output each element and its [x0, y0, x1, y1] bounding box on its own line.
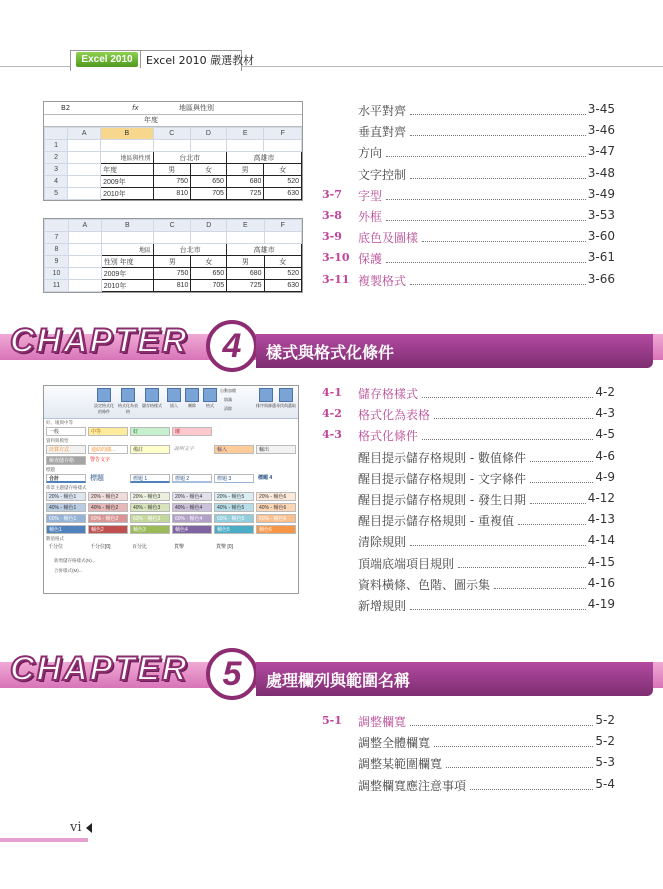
column-header: F — [264, 128, 302, 140]
toc-dot-leader — [530, 482, 593, 483]
sheet-cell: 680 — [227, 268, 264, 280]
toc-dot-leader — [422, 439, 593, 440]
sheet-cell: 男 — [227, 256, 264, 268]
toc-page-number: 4-14 — [587, 533, 615, 548]
sheet-cell: 高雄市 — [226, 152, 301, 164]
sheet-cell — [191, 232, 227, 244]
table-row — [45, 188, 302, 200]
sheet-cell — [68, 244, 101, 256]
ribbon-icon — [185, 388, 199, 402]
toc-page-number: 5-2 — [595, 734, 615, 749]
ribbon-icon — [259, 388, 273, 402]
toc-section-number: 4-1 — [322, 386, 342, 399]
sheet-cell: 705 — [191, 280, 227, 292]
toc-entry-title[interactable]: 格式化條件 — [358, 429, 419, 444]
sheet-cell — [68, 140, 101, 152]
toc-entry-title[interactable]: 醒目提示儲存格規則 - 數值條件 — [358, 450, 526, 465]
toc-entry-title[interactable]: 格式化為表格 — [358, 408, 431, 423]
gallery-section-label: 數值格式 — [46, 536, 64, 541]
style-swatch[interactable]: 一般 — [46, 427, 86, 436]
toc-entry-title[interactable]: 複製格式 — [358, 273, 407, 288]
ribbon-button-label: 自動加總 — [220, 388, 236, 393]
toc-page-number: 5-4 — [595, 776, 615, 791]
sheet-cell — [68, 176, 101, 188]
style-swatch[interactable]: 備註 — [130, 445, 170, 454]
header-separator — [140, 50, 141, 68]
sheet-cell: 2010年 — [101, 280, 153, 292]
toc-dot-leader — [410, 114, 586, 115]
table-row — [45, 140, 302, 152]
ribbon-button[interactable] — [142, 388, 162, 416]
sheet-cell: 810 — [153, 188, 191, 200]
toc-dot-leader — [410, 609, 586, 610]
toc-page-number: 4-3 — [595, 406, 615, 421]
toc-dot-leader — [530, 503, 586, 504]
style-swatch[interactable]: 標題 2 — [172, 474, 212, 483]
style-swatch[interactable]: 標題 3 — [214, 474, 254, 483]
ribbon-button[interactable] — [224, 397, 254, 405]
toc-dot-leader — [410, 725, 593, 726]
ribbon-button[interactable] — [94, 388, 114, 416]
style-swatch[interactable]: 壞 — [172, 427, 212, 436]
chapter5-title: 處理欄列與範圍名稱 — [266, 671, 411, 690]
style-swatch[interactable]: 標題 4 — [258, 475, 273, 481]
row-header: 3 — [45, 164, 68, 176]
toc-page-number: 4-19 — [587, 597, 615, 611]
toc-entry-title[interactable]: 資料橫條、色階、圖示集 — [358, 577, 491, 592]
toc-section-number: 4-3 — [322, 428, 342, 442]
toc-entry-title[interactable]: 醒目提示儲存格規則 - 發生日期 — [358, 493, 526, 507]
style-swatch[interactable]: 20% - 輔色3 — [130, 492, 170, 501]
style-swatch[interactable]: 說明文字 — [174, 446, 195, 452]
toc-entry-title[interactable]: 垂直對齊 — [358, 125, 407, 140]
sheet-cell: 520 — [264, 268, 301, 280]
toc-entry-title[interactable]: 調整欄寬 — [358, 715, 407, 729]
toc-entry-title[interactable]: 底色及圖樣 — [358, 231, 419, 246]
sheet-cell: 女 — [264, 256, 301, 268]
sheet-grid-2 — [44, 219, 302, 292]
toc-page-number: 3-49 — [587, 186, 615, 201]
chapter4-number-badge — [206, 320, 258, 372]
sheet-cell: 2010年 — [101, 188, 153, 200]
style-swatch[interactable]: 輸出 — [256, 445, 296, 454]
toc-dot-leader — [422, 397, 593, 398]
sheet-cell: 705 — [191, 188, 227, 200]
toc-page-number: 3-53 — [587, 208, 615, 222]
toc-page-number: 3-46 — [587, 123, 615, 138]
toc-dot-leader — [386, 262, 586, 263]
fx-icon: fx — [132, 104, 139, 112]
toc-page-number: 4-2 — [595, 385, 615, 399]
sheet-cell: 高雄市 — [227, 244, 302, 256]
toc-entry-title[interactable]: 頂端底端項目規則 — [358, 556, 455, 571]
style-swatch[interactable]: 60% - 輔色3 — [130, 514, 170, 523]
ribbon-button-label: 尋找與選取 — [276, 403, 296, 408]
chapter5-word: CHAPTER — [10, 650, 189, 688]
style-swatch[interactable]: 千分位 — [48, 544, 64, 550]
ribbon-icon — [279, 388, 293, 402]
toc-dot-leader — [422, 241, 586, 242]
chapter4-word: CHAPTER — [10, 322, 189, 360]
style-swatch[interactable]: 40% - 輔色2 — [88, 503, 128, 512]
page-marker-icon — [86, 823, 92, 833]
toc-section-number: 5-1 — [322, 714, 342, 727]
table-row — [45, 152, 302, 164]
sheet-cell: 750 — [154, 268, 191, 280]
ribbon-button-label: 插入 — [170, 403, 178, 408]
style-swatch[interactable]: 標題 — [90, 475, 104, 482]
table-row — [45, 280, 302, 292]
row-header: 2 — [45, 152, 68, 164]
sheet-cell: 男 — [153, 164, 191, 176]
cell-styles-gallery-figure — [43, 385, 299, 594]
ribbon — [44, 386, 298, 419]
toc-page-number: 5-2 — [595, 713, 615, 727]
ribbon-button[interactable] — [118, 388, 138, 416]
style-swatch[interactable]: 貨幣 [0] — [216, 544, 233, 550]
sheet-cell — [227, 232, 264, 244]
toc-entry-title[interactable]: 字型 — [358, 188, 383, 203]
sheet-cell: 地區 — [101, 244, 153, 256]
style-swatch[interactable]: 中等 — [88, 427, 128, 436]
sheet-cell: 650 — [191, 268, 227, 280]
sheet-cell: 750 — [153, 176, 191, 188]
toc-page-number: 3-61 — [587, 250, 615, 265]
style-swatch[interactable]: 檢查儲存格 — [46, 456, 86, 465]
row-header: 11 — [45, 280, 69, 292]
row-header: 9 — [45, 256, 69, 268]
footer-bar — [0, 838, 88, 842]
ribbon-button[interactable] — [276, 388, 296, 416]
sheet-cell: 810 — [154, 280, 191, 292]
style-swatch[interactable]: 60% - 輔色1 — [46, 514, 86, 523]
style-swatch[interactable]: 40% - 輔色6 — [256, 503, 296, 512]
style-swatch[interactable]: 好 — [130, 427, 170, 436]
toc-entry-title[interactable]: 保護 — [358, 252, 383, 267]
row-header: 8 — [45, 244, 69, 256]
sheet-cell: 男 — [154, 256, 191, 268]
style-swatch[interactable]: 百分比 — [132, 544, 148, 550]
style-swatch[interactable]: 警告文字 — [90, 457, 111, 463]
chapter4-number: 4 — [222, 327, 242, 365]
sheet-cell — [68, 232, 101, 244]
toc-entry-title[interactable]: 清除規則 — [358, 535, 407, 550]
toc-page-number: 4-15 — [587, 554, 615, 569]
column-header: B — [101, 220, 153, 232]
ribbon-button[interactable] — [164, 388, 184, 416]
sheet-cell — [264, 232, 301, 244]
chapter5-number: 5 — [222, 655, 242, 693]
sheet-cell: 630 — [264, 280, 301, 292]
table-row — [45, 244, 302, 256]
gallery-menu-item[interactable]: 合併樣式(M)... — [54, 568, 83, 573]
sheet-cell — [154, 232, 191, 244]
sheet-cell: 女 — [191, 164, 227, 176]
style-swatch[interactable]: 輔色1 — [46, 525, 86, 534]
ribbon-button-label: 填滿 — [224, 397, 232, 402]
toc-entry-title[interactable]: 方向 — [358, 146, 383, 161]
spreadsheet-figure-2 — [43, 218, 303, 293]
toc-section-number: 3-8 — [322, 209, 342, 222]
toc-dot-leader — [386, 156, 586, 157]
toc-entry-title[interactable]: 外框 — [358, 210, 383, 224]
style-swatch[interactable]: 20% - 輔色1 — [46, 492, 86, 501]
sheet-cell — [153, 140, 191, 152]
sheet-cell: 男 — [226, 164, 264, 176]
toc-page-number: 4-5 — [595, 427, 615, 442]
toc-entry-title[interactable]: 醒目提示儲存格規則 - 文字條件 — [358, 471, 526, 486]
column-header: D — [191, 220, 227, 232]
toc-entry-title[interactable]: 文字控制 — [358, 167, 407, 182]
style-swatch[interactable]: 20% - 輔色5 — [214, 492, 254, 501]
style-swatch[interactable]: 20% - 輔色6 — [256, 492, 296, 501]
toc-entry-title[interactable]: 新增規則 — [358, 599, 407, 613]
sheet-cell: 2009年 — [101, 176, 153, 188]
ribbon-icon — [97, 388, 111, 402]
toc-page-number: 3-45 — [587, 102, 615, 116]
style-swatch[interactable]: 千分位[0] — [90, 544, 111, 550]
toc-entry-title[interactable]: 調整欄寬應注意事項 — [358, 778, 467, 793]
toc-dot-leader — [434, 418, 593, 419]
style-swatch[interactable]: 輔色5 — [214, 525, 254, 534]
spreadsheet-figure-1 — [43, 101, 303, 201]
gallery-section-label: 好、壞與中等 — [46, 420, 73, 425]
style-swatch[interactable]: 20% - 輔色4 — [172, 492, 212, 501]
style-swatch[interactable]: 60% - 輔色4 — [172, 514, 212, 523]
toc-page-number: 4-16 — [587, 575, 615, 590]
toc-section-number: 3-10 — [322, 251, 350, 265]
style-swatch[interactable]: 輔色3 — [130, 525, 170, 534]
ribbon-button[interactable] — [224, 406, 254, 414]
toc-dot-leader — [494, 588, 586, 589]
toc-entry-title[interactable]: 調整某範圍欄寬 — [358, 757, 443, 772]
toc-section-number: 3-11 — [322, 272, 350, 286]
sheet-cell: 台北市 — [154, 244, 227, 256]
table-row — [45, 164, 302, 176]
ribbon-button-label: 格式 — [206, 403, 214, 408]
sheet-cell: 725 — [226, 188, 264, 200]
toc-section-number: 3-7 — [322, 187, 342, 201]
toc-page-number: 4-9 — [595, 469, 615, 484]
column-header: C — [154, 220, 191, 232]
toc-entry-title[interactable]: 調整全體欄寬 — [358, 736, 431, 751]
name-box: B2 — [61, 104, 71, 112]
toc-dot-leader — [518, 524, 586, 525]
sheet-cell — [101, 232, 153, 244]
style-swatch[interactable]: 連結的儲... — [88, 445, 128, 454]
sheet-cell — [68, 164, 101, 176]
gallery-section-label: 標題 — [46, 467, 55, 472]
row-header: 4 — [45, 176, 68, 188]
sheet-cell — [264, 140, 302, 152]
toc-page-number: 4-12 — [587, 491, 615, 505]
style-swatch[interactable]: 合計 — [46, 474, 86, 483]
toc-section-number: 4-2 — [322, 407, 342, 421]
formula-text: 地區與性別 — [179, 104, 214, 112]
toc-dot-leader — [458, 567, 586, 568]
style-swatch[interactable]: 標題 1 — [130, 474, 170, 483]
page-number: vi — [70, 820, 82, 835]
chapter5-number-badge — [206, 648, 258, 700]
sheet-cell — [68, 280, 101, 292]
sheet-cell — [101, 140, 153, 152]
ribbon-button[interactable] — [220, 388, 250, 396]
table-row — [45, 176, 302, 188]
toc-section-number: 3-9 — [322, 230, 342, 244]
formula-bar — [44, 102, 302, 115]
style-swatch[interactable]: 貨幣 — [174, 544, 185, 550]
style-swatch[interactable]: 輔色4 — [172, 525, 212, 534]
toc-dot-leader — [530, 461, 593, 462]
style-swatch[interactable]: 40% - 輔色5 — [214, 503, 254, 512]
column-header: B — [101, 128, 153, 140]
style-swatch[interactable]: 40% - 輔色4 — [172, 503, 212, 512]
sheet-cell: 680 — [226, 176, 264, 188]
column-header: F — [264, 220, 301, 232]
toc-page-number: 3-60 — [587, 229, 615, 244]
ribbon-icon — [145, 388, 159, 402]
sheet-cell: 性別 年度 — [101, 256, 153, 268]
table-row — [45, 268, 302, 280]
header-title: Excel 2010 嚴選教材 — [146, 54, 255, 67]
gallery-menu-item[interactable]: 新增儲存格樣式(N)... — [54, 558, 96, 563]
ribbon-button-label: 設定格式化的條件 — [94, 403, 114, 414]
sheet-cell — [68, 268, 101, 280]
row-header: 10 — [45, 268, 69, 280]
sheet-cell: 650 — [191, 176, 227, 188]
style-swatch[interactable]: 輔色2 — [88, 525, 128, 534]
ribbon-icon — [167, 388, 181, 402]
toc-page-number: 5-3 — [595, 755, 615, 770]
sheet-cell: 520 — [264, 176, 302, 188]
sheet-grid-1 — [44, 127, 302, 200]
toc-entry-title[interactable]: 水平對齊 — [358, 104, 407, 118]
sheet-cell: 地區與性別 — [101, 152, 153, 164]
style-swatch[interactable]: 60% - 輔色5 — [214, 514, 254, 523]
sheet-cell: 女 — [264, 164, 302, 176]
sheet-cell: 女 — [191, 256, 227, 268]
style-swatch[interactable]: 40% - 輔色1 — [46, 503, 86, 512]
toc-page-number: 4-13 — [587, 512, 615, 527]
column-header — [45, 128, 68, 140]
column-header: E — [226, 128, 264, 140]
sheet-cell: 725 — [227, 280, 264, 292]
column-header: C — [153, 128, 191, 140]
toc-page-number: 3-47 — [587, 144, 615, 159]
style-swatch[interactable]: 輔色6 — [256, 525, 296, 534]
sheet-cell: 2009年 — [101, 268, 153, 280]
toc-dot-leader — [410, 545, 586, 546]
toc-page-number: 4-6 — [595, 448, 615, 463]
ribbon-button-label: 儲存格樣式 — [142, 403, 162, 408]
toc-dot-leader — [386, 220, 586, 221]
style-swatch[interactable]: 輸入 — [214, 445, 254, 454]
column-header — [45, 220, 69, 232]
sheet-cell — [68, 152, 101, 164]
sheet-cell — [191, 140, 227, 152]
style-swatch[interactable]: 40% - 輔色3 — [130, 503, 170, 512]
ribbon-button[interactable] — [200, 388, 220, 416]
row-header: 1 — [45, 140, 68, 152]
sheet-cell — [68, 188, 101, 200]
table-row — [45, 232, 302, 244]
toc-dot-leader — [470, 789, 593, 790]
toc-dot-leader — [386, 199, 586, 200]
toc-dot-leader — [410, 178, 586, 179]
ribbon-button-label: 清除 — [224, 406, 232, 411]
toc-page-number: 3-48 — [587, 165, 615, 180]
ribbon-button-label: 格式化為表格 — [118, 403, 138, 414]
column-header: E — [227, 220, 264, 232]
style-swatch[interactable]: 20% - 輔色2 — [88, 492, 128, 501]
ribbon-icon — [203, 388, 217, 402]
toc-dot-leader — [446, 767, 593, 768]
chapter4-title: 樣式與格式化條件 — [266, 343, 395, 362]
sheet-cell — [68, 256, 101, 268]
ribbon-button-label: 排序與篩選 — [256, 403, 276, 408]
toc-dot-leader — [410, 284, 586, 285]
toc-entry-title[interactable]: 儲存格樣式 — [358, 387, 419, 401]
gallery-section-label: 資料與模型 — [46, 438, 69, 443]
row-header: 7 — [45, 232, 69, 244]
toc-dot-leader — [434, 746, 593, 747]
table-row — [45, 256, 302, 268]
toc-dot-leader — [410, 135, 586, 136]
toc-entry-title[interactable]: 醒目提示儲存格規則 - 重複值 — [358, 514, 514, 529]
sheet-cell: 630 — [264, 188, 302, 200]
row-header: 5 — [45, 188, 68, 200]
sheet-cell: 台北市 — [153, 152, 226, 164]
formula-text-line2: 年度 — [44, 115, 302, 127]
ribbon-button[interactable] — [256, 388, 276, 416]
style-swatch[interactable]: 60% - 輔色2 — [88, 514, 128, 523]
ribbon-button[interactable] — [182, 388, 202, 416]
column-header: A — [68, 220, 101, 232]
style-swatch[interactable]: 計算方式 — [46, 445, 86, 454]
sheet-cell: 年度 — [101, 164, 153, 176]
toc-page-number: 3-66 — [587, 271, 615, 286]
gallery-section-label: 佈景主題儲存格樣式 — [46, 485, 87, 490]
style-swatch[interactable]: 60% - 輔色6 — [256, 514, 296, 523]
ribbon-icon — [121, 388, 135, 402]
header-badge: Excel 2010 — [76, 52, 138, 67]
column-header: D — [191, 128, 227, 140]
ribbon-button-label: 刪除 — [188, 403, 196, 408]
sheet-cell — [226, 140, 264, 152]
column-header: A — [68, 128, 101, 140]
